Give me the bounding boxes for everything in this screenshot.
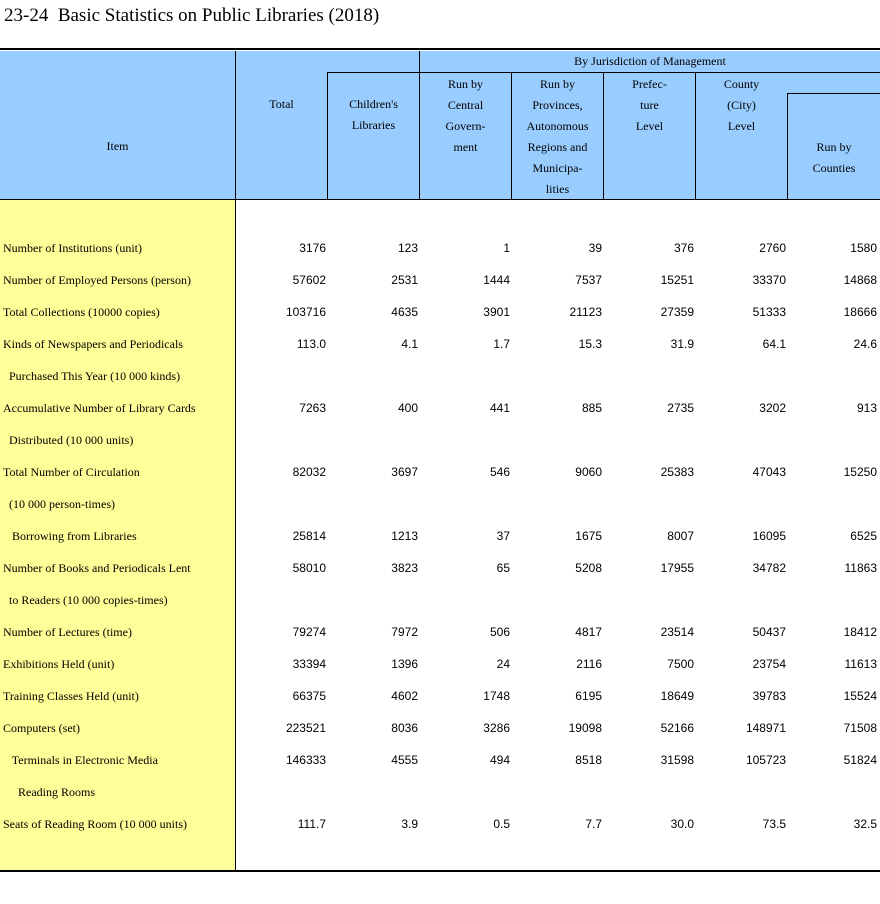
cell-provinces: 5208 (575, 561, 602, 575)
cell-total: 103716 (285, 305, 326, 319)
cell-prefecture-level: 7500 (667, 657, 694, 671)
row-label: Kinds of Newspapers and Periodicals (3, 337, 183, 351)
divider (0, 199, 880, 200)
row-label: Purchased This Year (10 000 kinds) (3, 369, 181, 383)
cell-total: 113.0 (296, 337, 326, 351)
cell-prefecture-level: 23514 (660, 625, 694, 639)
cell-run-by-counties: 14868 (843, 273, 877, 287)
header-county-level: County (City) Level (723, 77, 760, 133)
cell-run-by-counties: 18412 (843, 625, 877, 639)
cell-run-by-counties: 71508 (843, 721, 877, 735)
row-label: Total Collections (10000 copies) (3, 305, 160, 319)
cell-prefecture-level: 15251 (660, 273, 694, 287)
cell-county-level: 33370 (752, 273, 786, 287)
cell-provinces: 9060 (575, 465, 602, 479)
cell-childrens-libraries: 123 (397, 241, 418, 255)
cell-provinces: 1675 (575, 529, 602, 543)
cell-run-by-counties: 913 (856, 401, 877, 415)
cell-total: 79274 (292, 625, 326, 639)
header-central-government: Run by Central Govern- ment (445, 77, 486, 154)
cell-prefecture-level: 18649 (660, 689, 694, 703)
cell-childrens-libraries: 4635 (391, 305, 418, 319)
row-label: Terminals in Electronic Media (3, 753, 158, 767)
divider (787, 93, 880, 94)
cell-provinces: 885 (581, 401, 602, 415)
header-prefecture-level: Prefec- ture Level (632, 77, 667, 133)
cell-county-level: 50437 (752, 625, 786, 639)
cell-run-by-counties: 6525 (850, 529, 877, 543)
cell-provinces: 8518 (575, 753, 602, 767)
cell-total: 111.7 (297, 817, 326, 831)
cell-total: 82032 (292, 465, 326, 479)
cell-prefecture-level: 25383 (660, 465, 694, 479)
row-label: Number of Books and Periodicals Lent (3, 561, 191, 575)
cell-central-government: 24 (496, 657, 510, 671)
cell-central-government: 441 (489, 401, 510, 415)
cell-prefecture-level: 8007 (667, 529, 694, 543)
row-label: Reading Rooms (3, 785, 95, 799)
row-label: Number of Institutions (unit) (3, 241, 142, 255)
cell-county-level: 73.5 (762, 817, 786, 831)
row-label: to Readers (10 000 copies-times) (3, 593, 168, 607)
cell-central-government: 546 (489, 465, 510, 479)
cell-county-level: 148971 (745, 721, 786, 735)
cell-run-by-counties: 51824 (843, 753, 877, 767)
cell-total: 3176 (299, 241, 326, 255)
row-label: Total Number of Circulation (3, 465, 140, 479)
divider (235, 51, 236, 870)
cell-run-by-counties: 15250 (843, 465, 877, 479)
cell-provinces: 21123 (569, 305, 602, 319)
cell-childrens-libraries: 2531 (391, 273, 418, 287)
header-run-by-counties: Run by Counties (812, 140, 856, 175)
cell-total: 66375 (292, 689, 326, 703)
cell-total: 146333 (285, 753, 326, 767)
cell-central-government: 37 (496, 529, 510, 543)
divider (327, 72, 880, 73)
cell-county-level: 3202 (759, 401, 786, 415)
cell-run-by-counties: 11613 (844, 657, 877, 671)
row-label: Training Classes Held (unit) (3, 689, 139, 703)
cell-childrens-libraries: 3.9 (401, 817, 418, 831)
cell-central-government: 494 (489, 753, 510, 767)
cell-childrens-libraries: 4555 (391, 753, 418, 767)
cell-county-level: 47043 (752, 465, 786, 479)
cell-county-level: 23754 (752, 657, 786, 671)
cell-county-level: 51333 (752, 305, 786, 319)
cell-run-by-counties: 18666 (843, 305, 877, 319)
cell-central-government: 1444 (483, 273, 510, 287)
cell-total: 58010 (292, 561, 326, 575)
row-label: Distributed (10 000 units) (3, 433, 134, 447)
table-bottom-rule (0, 870, 880, 872)
cell-run-by-counties: 24.6 (853, 337, 877, 351)
cell-childrens-libraries: 3697 (391, 465, 418, 479)
cell-county-level: 39783 (752, 689, 786, 703)
cell-provinces: 19098 (568, 721, 602, 735)
cell-childrens-libraries: 8036 (391, 721, 418, 735)
cell-county-level: 16095 (752, 529, 786, 543)
cell-prefecture-level: 31.9 (670, 337, 694, 351)
cell-provinces: 2116 (576, 657, 602, 671)
cell-run-by-counties: 15524 (843, 689, 877, 703)
cell-run-by-counties: 11863 (844, 561, 877, 575)
cell-total: 57602 (292, 273, 326, 287)
row-label: Computers (set) (3, 721, 80, 735)
cell-provinces: 4817 (575, 625, 602, 639)
cell-central-government: 506 (489, 625, 510, 639)
cell-childrens-libraries: 1213 (391, 529, 418, 543)
cell-run-by-counties: 32.5 (853, 817, 877, 831)
cell-total: 33394 (292, 657, 326, 671)
cell-provinces: 7.7 (585, 817, 602, 831)
cell-county-level: 34782 (752, 561, 786, 575)
cell-central-government: 1748 (483, 689, 510, 703)
cell-prefecture-level: 2735 (667, 401, 694, 415)
cell-prefecture-level: 31598 (660, 753, 694, 767)
header-provinces: Run by Provinces, Autonomous Regions and Municipa- lities (526, 77, 589, 196)
cell-central-government: 0.5 (493, 817, 510, 831)
cell-prefecture-level: 52166 (660, 721, 694, 735)
cell-total: 25814 (292, 529, 326, 543)
cell-total: 223521 (285, 721, 326, 735)
header-total: Total (269, 97, 294, 111)
cell-central-government: 3901 (483, 305, 510, 319)
cell-prefecture-level: 17955 (660, 561, 694, 575)
cell-provinces: 6195 (575, 689, 602, 703)
cell-childrens-libraries: 7972 (391, 625, 418, 639)
cell-childrens-libraries: 400 (397, 401, 418, 415)
cell-run-by-counties: 1580 (850, 241, 877, 255)
page-title: 23-24 Basic Statistics on Public Libraries (2018) (4, 5, 380, 26)
cell-childrens-libraries: 4602 (391, 689, 418, 703)
cell-childrens-libraries: 3823 (391, 561, 418, 575)
header-childrens-libraries: Children's Libraries (349, 97, 398, 132)
cell-central-government: 1.7 (493, 337, 510, 351)
header-by-jurisdiction: By Jurisdiction of Management (574, 54, 726, 68)
row-label: (10 000 person-times) (3, 497, 115, 511)
cell-provinces: 39 (588, 241, 602, 255)
cell-prefecture-level: 376 (673, 241, 694, 255)
cell-provinces: 15.3 (578, 337, 602, 351)
cell-central-government: 3286 (483, 721, 510, 735)
cell-prefecture-level: 30.0 (670, 817, 694, 831)
header-item: Item (106, 139, 129, 153)
cell-childrens-libraries: 4.1 (401, 337, 418, 351)
row-label: Seats of Reading Room (10 000 units) (3, 817, 187, 831)
row-label: Number of Employed Persons (person) (3, 273, 191, 287)
cell-central-government: 65 (496, 561, 510, 575)
cell-county-level: 64.1 (762, 337, 786, 351)
row-label: Exhibitions Held (unit) (3, 657, 115, 671)
row-label: Borrowing from Libraries (3, 529, 137, 543)
cell-total: 7263 (299, 401, 326, 415)
cell-prefecture-level: 27359 (660, 305, 694, 319)
cell-childrens-libraries: 1396 (391, 657, 418, 671)
cell-provinces: 7537 (575, 273, 602, 287)
cell-county-level: 2760 (759, 241, 786, 255)
table-top-rule (0, 48, 880, 50)
row-label: Number of Lectures (time) (3, 625, 132, 639)
cell-county-level: 105723 (745, 753, 786, 767)
cell-central-government: 1 (503, 241, 510, 255)
row-label: Accumulative Number of Library Cards (3, 401, 196, 415)
